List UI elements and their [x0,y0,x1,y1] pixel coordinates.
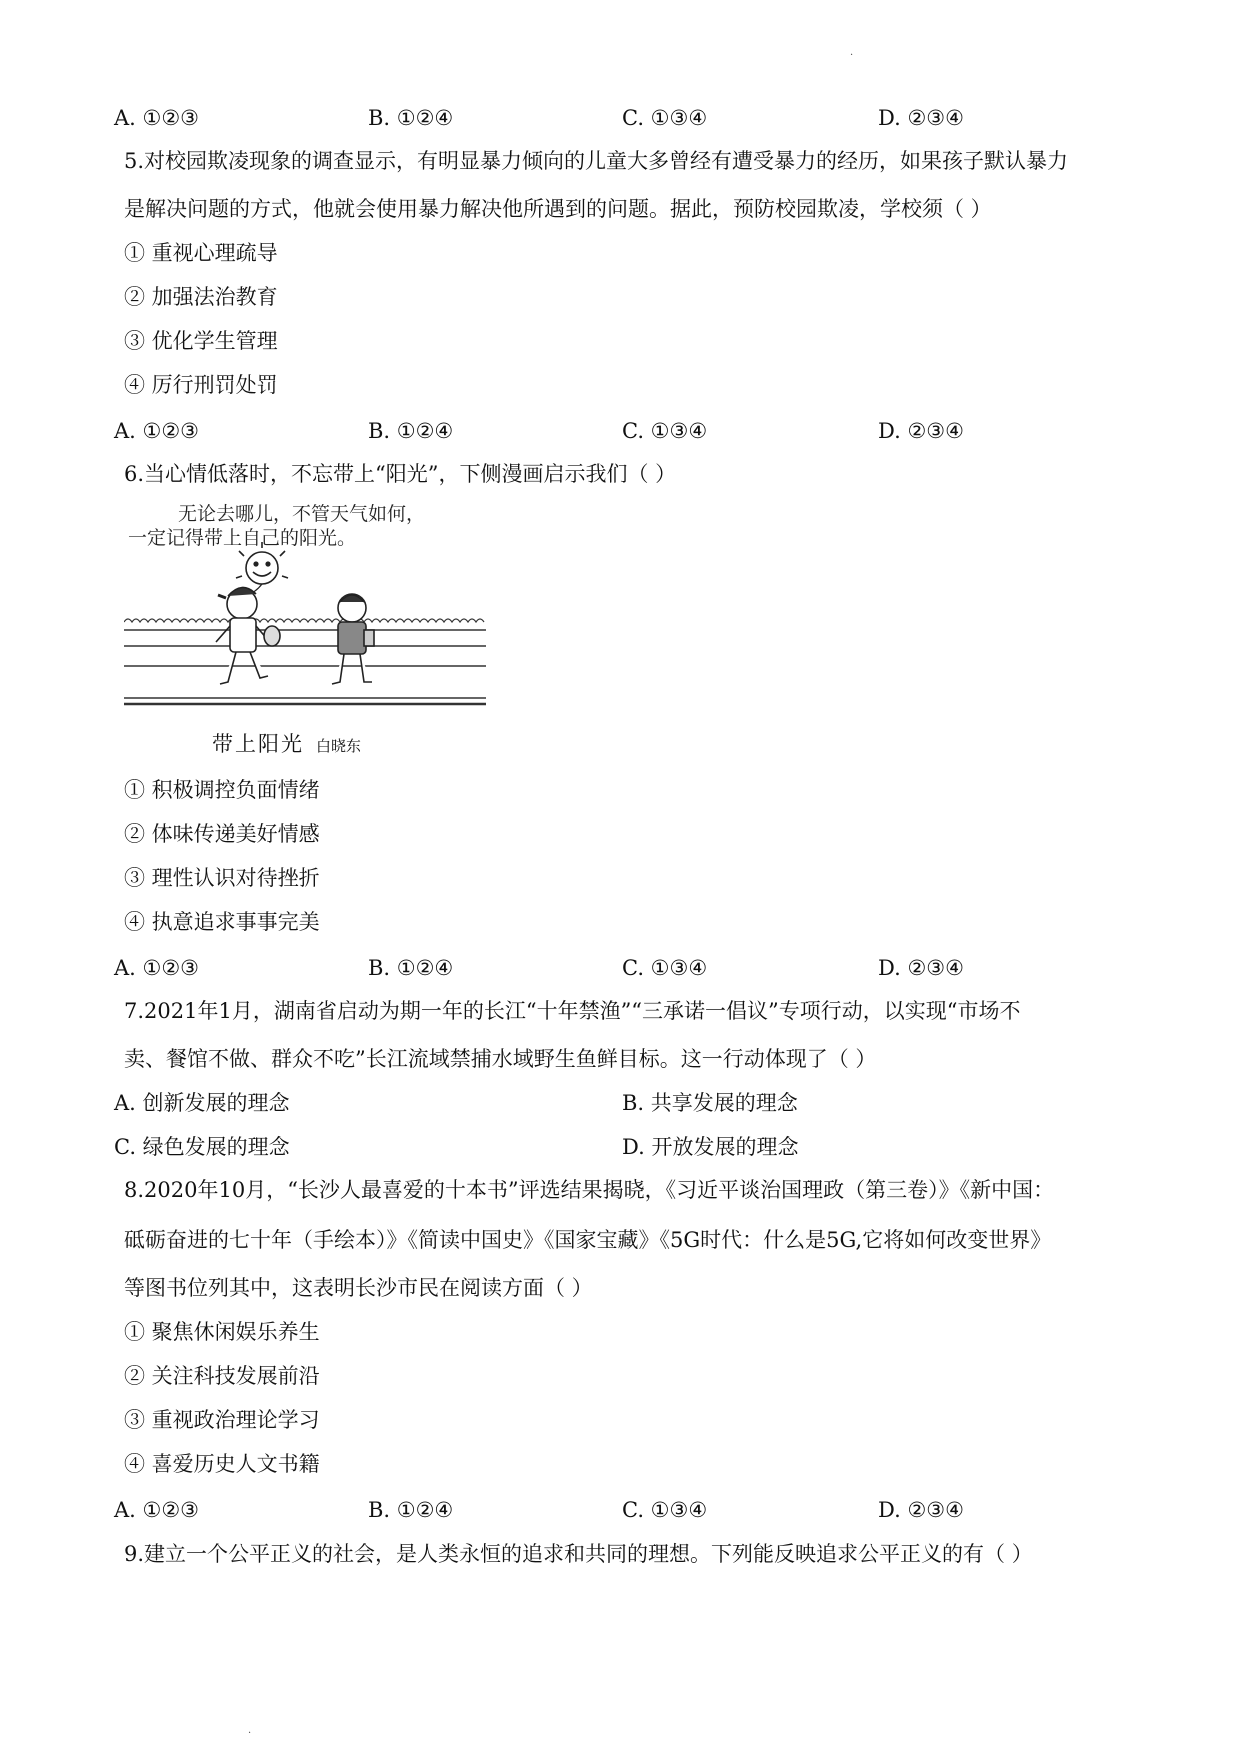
cartoon-text-line2: 一定记得带上自己的阳光。 [128,527,357,549]
q8-item-3: ③ 重视政治理论学习 [124,1408,320,1432]
q7-option-c[interactable]: C. 绿色发展的理念 [114,1135,290,1159]
q8-stem-line2: 砥砺奋进的七十年（手绘本）》《简读中国史》《国家宝藏》《5G时代：什么是5G,它将如何改变世界》 [124,1228,1052,1252]
cartoon-caption [212,728,361,758]
q5-stem-line1: 5.对校园欺凌现象的调查显示，有明显暴力倾向的儿童大多曾经有遭受暴力的经历，如果孩子默认暴力 [124,149,1069,173]
q5-stem-line2: 是解决问题的方式，他就会使用暴力解决他所遇到的问题。据此，预防校园欺凌，学校须（ ） [124,197,992,221]
q5-item-2: ② 加强法治教育 [124,285,278,309]
q4-option-c[interactable]: C. ①③④ [622,106,708,130]
page-mark-top: · [850,50,854,61]
q4-option-b[interactable]: B. ①②④ [368,106,454,130]
cartoon-text-line1: 无论去哪儿，不管天气如何， [178,503,426,525]
q6-item-4: ④ 执意追求事事完美 [124,910,320,934]
q5-item-1: ① 重视心理疏导 [124,241,278,265]
cartoon-caption-author: 白晓东 [316,737,362,755]
page-mark-bottom: · [248,1728,252,1739]
q6-item-3: ③ 理性认识对待挫折 [124,866,320,890]
q8-stem-line3: 等图书位列其中，这表明长沙市民在阅读方面（ ） [124,1276,593,1300]
q8-option-a[interactable]: A. ①②③ [114,1498,199,1522]
hedge-drawing [124,619,484,622]
q8-item-2: ② 关注科技发展前沿 [124,1364,320,1388]
q6-option-d[interactable]: D. ②③④ [878,956,964,980]
q5-option-c[interactable]: C. ①③④ [622,419,708,443]
q6-stem: 6.当心情低落时，不忘带上“阳光”，下侧漫画启示我们（ ） [124,462,677,486]
q6-option-b[interactable]: B. ①②④ [368,956,454,980]
q7-stem-line1: 7.2021年1月，湖南省启动为期一年的长江“十年禁渔”“三承诺一倡议”专项行动，以实现“市场不 [124,999,1021,1023]
q4-option-d[interactable]: D. ②③④ [878,106,964,130]
q6-option-c[interactable]: C. ①③④ [622,956,708,980]
q5-item-3: ③ 优化学生管理 [124,329,278,353]
q8-option-c[interactable]: C. ①③④ [622,1498,708,1522]
q8-item-4: ④ 喜爱历史人文书籍 [124,1452,320,1476]
cartoon-image [124,498,486,710]
q7-option-d[interactable]: D. 开放发展的理念 [622,1135,799,1159]
q7-stem-line2: 卖、餐馆不做、群众不吃”长江流域禁捕水域野生鱼鲜目标。这一行动体现了（ ） [124,1047,877,1071]
q5-option-d[interactable]: D. ②③④ [878,419,964,443]
boy-walking-drawing [332,594,374,684]
q6-item-2: ② 体味传递美好情感 [124,822,320,846]
q5-item-4: ④ 厉行刑罚处罚 [124,373,278,397]
q5-option-b[interactable]: B. ①②④ [368,419,454,443]
q8-item-1: ① 聚焦休闲娱乐养生 [124,1320,320,1344]
q8-option-b[interactable]: B. ①②④ [368,1498,454,1522]
q8-option-d[interactable]: D. ②③④ [878,1498,964,1522]
boy-with-sun-drawing [216,587,280,684]
q5-option-a[interactable]: A. ①②③ [114,419,199,443]
cartoon-caption-title: 带上阳光 [212,732,304,756]
q9-stem: 9.建立一个公平正义的社会，是人类永恒的追求和共同的理想。下列能反映追求公平正义的有（ ） [124,1542,1033,1566]
q7-option-b[interactable]: B. 共享发展的理念 [622,1091,798,1115]
q7-option-a[interactable]: A. 创新发展的理念 [114,1091,290,1115]
q6-item-1: ① 积极调控负面情绪 [124,778,320,802]
q6-option-a[interactable]: A. ①②③ [114,956,199,980]
q8-stem-line1: 8.2020年10月，“长沙人最喜爱的十本书”评选结果揭晓，《习近平谈治国理政（第三卷）》《新中国： [124,1178,1055,1202]
q4-option-a[interactable]: A. ①②③ [114,106,199,130]
